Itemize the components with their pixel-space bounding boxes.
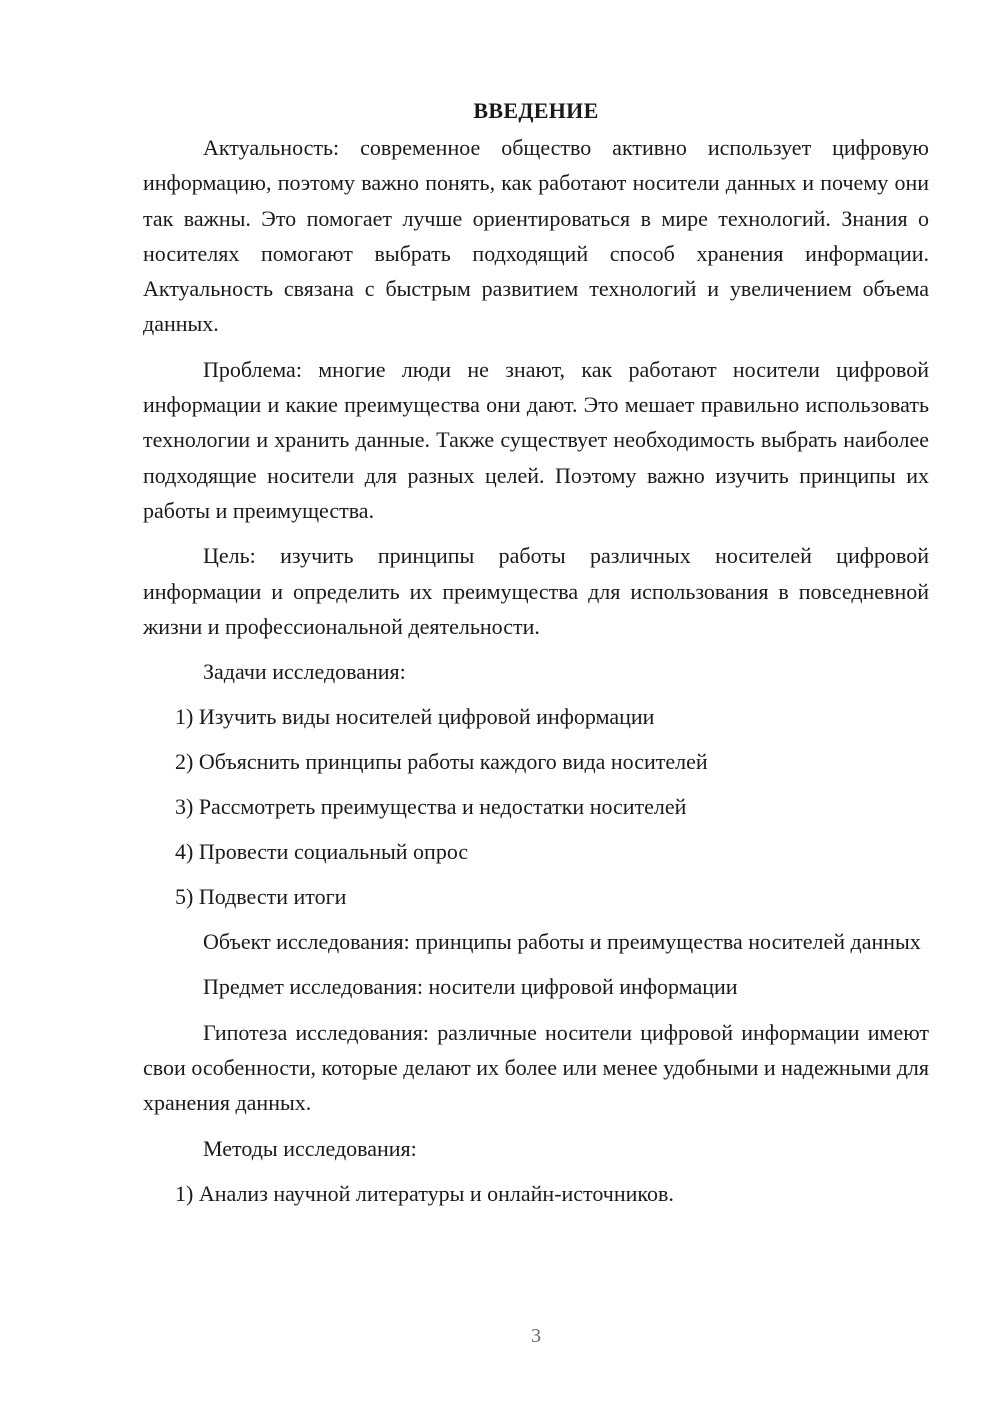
paragraph-hypothesis: Гипотеза исследования: различные носители цифровой информации имеют свои особенности, которые делают их более или менее удобными и надежными для хранения данных. [143, 1019, 929, 1116]
tasks-heading: Задачи исследования: [203, 659, 406, 685]
paragraph-problem: Проблема: многие люди не знают, как работают носители цифровой информации и какие преимущества они дают. Это мешает правильно использовать технологии и хранить данные. Также существует необходимость выбрать наиболее подходящие носители для разных целей. Поэтому важно изучить принципы их работы и преимущества. [143, 356, 929, 523]
paragraph-subject: Предмет исследования: носители цифровой информации [203, 974, 738, 1000]
section-title: ВВЕДЕНИЕ [473, 98, 599, 123]
paragraph-object: Объект исследования: принципы работы и преимущества носителей данных [203, 929, 921, 955]
task-item: 3) Рассмотреть преимущества и недостатки носителей [175, 794, 687, 820]
methods-heading: Методы исследования: [203, 1135, 417, 1161]
paragraph-goal: Цель: изучить принципы работы различных носителей цифровой информации и определить их преимущества для использования в повседневной жизни и профессиональной деятельности. [143, 543, 929, 639]
task-item: 5) Подвести итоги [175, 884, 347, 910]
task-item: 4) Провести социальный опрос [175, 839, 469, 865]
page-number: 3 [531, 1325, 541, 1347]
task-item: 1) Изучить виды носителей цифровой информации [175, 704, 655, 730]
document-page [143, 93, 929, 1221]
task-item: 2) Объяснить принципы работы каждого вида носителей [175, 749, 708, 775]
paragraph-relevance: Актуальность: современное общество активно использует цифровую информацию, поэтому важно понять, как работают носители данных и почему они так важны. Это помогает лучше ориентироваться в мире технологий. Знания о носителях помогают выбрать подходящий способ хранения информации. Актуальность связана с быстрым развитием технологий и увеличением объема данных. [143, 135, 929, 337]
method-item: 1) Анализ научной литературы и онлайн-источников. [175, 1180, 674, 1206]
